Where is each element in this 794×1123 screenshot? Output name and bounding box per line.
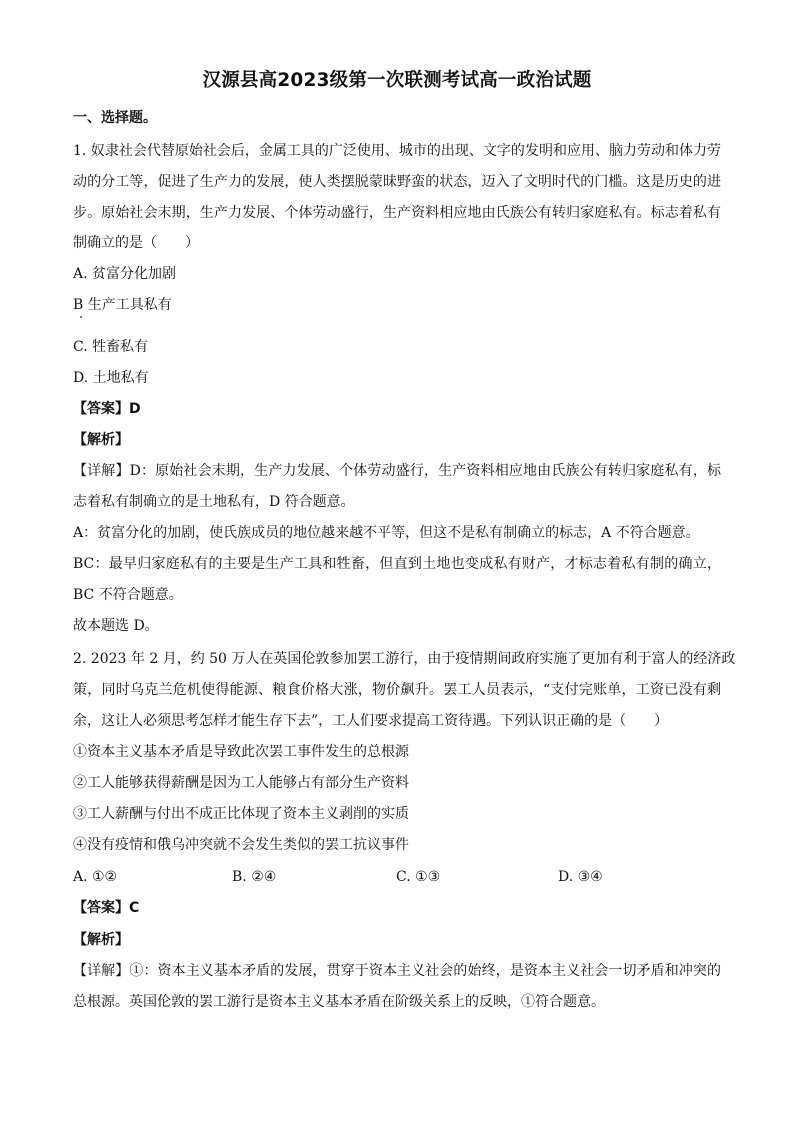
q1-stem-line: 步。原始社会末期，生产力发展、个体劳动盛行，生产资料相应地由氏族公有转归家庭私有。标志着私有	[73, 205, 721, 221]
q1-option-a: A. 贫富分化加剧	[73, 266, 177, 282]
page-title: 汉源县高2023级第一次联测考试高一政治试题	[202, 70, 592, 91]
q1-detail-line: 【详解】D：原始社会末期，生产力发展、个体劳动盛行，生产资料相应地由氏族公有转归家庭私有，标	[73, 463, 721, 479]
q1-detail-line: 志着私有制确立的是土地私有，D 符合题意。	[73, 494, 355, 510]
q1-option-d: D. 土地私有	[73, 370, 149, 386]
q2-option-b: B. ②④	[232, 869, 277, 885]
q1-detail-line: BC：最早归家庭私有的主要是生产工具和牲畜，但直到土地也变成私有财产，才标志着私有制的确立，	[73, 556, 721, 572]
q2-detail-line: 【详解】①：资本主义基本矛盾的发展，贯穿于资本主义社会的始终，是资本主义社会一切矛盾和冲突的	[73, 963, 721, 979]
q2-statement-1: ①资本主义基本矛盾是导致此次罢工事件发生的总根源	[73, 744, 409, 760]
q2-statement-4: ④没有疫情和俄乌冲突就不会发生类似的罢工抗议事件	[73, 837, 409, 853]
q1-option-c: C. 牲畜私有	[73, 339, 149, 355]
stray-dot	[80, 316, 82, 318]
q2-detail-line: 总根源。英国伦敦的罢工游行是资本主义基本矛盾在阶级关系上的反映，①符合题意。	[73, 994, 605, 1010]
q1-stem-line: 动的分工等，促进了生产力的发展，使人类摆脱蒙昧野蛮的状态，迈入了文明时代的门槛。这是历史的进	[73, 174, 721, 190]
q1-answer: 【答案】D	[73, 401, 141, 417]
q1-detail-line: BC 不符合题意。	[73, 587, 183, 603]
q1-analysis-label: 【解析】	[73, 432, 129, 448]
q2-stem-line: 策，同时乌克兰危机使得能源、粮食价格大涨，物价飙升。罢工人员表示，“支付完账单，工资已没有剩	[73, 682, 721, 698]
q1-option-b: B 生产工具私有	[73, 297, 172, 313]
section-heading: 一、选择题。	[73, 110, 157, 126]
q2-option-c: C. ①③	[396, 869, 441, 885]
q2-answer: 【答案】C	[73, 900, 140, 916]
q2-option-a: A. ①②	[73, 869, 118, 885]
q2-option-d: D. ③④	[558, 869, 603, 885]
q2-analysis-label: 【解析】	[73, 932, 129, 948]
q1-stem-line: 制确立的是（ ）	[73, 235, 199, 251]
q2-stem-line: 2. 2023 年 2 月，约 50 万人在英国伦敦参加罢工游行，由于疫情期间政府实施了更加有利于富人的经济政	[73, 651, 736, 667]
q2-statement-3: ③工人薪酬与付出不成正比体现了资本主义剥削的实质	[73, 806, 409, 822]
q1-detail-line: A：贫富分化的加剧，使氏族成员的地位越来越不平等，但这不是私有制确立的标志，A 不符合题意。	[73, 525, 700, 541]
q2-stem-line: 余，这让人必须思考怎样才能生存下去”，工人们要求提高工资待遇。下列认识正确的是（ ）	[73, 713, 669, 729]
q1-stem-line: 1. 奴隶社会代替原始社会后，金属工具的广泛使用、城市的出现、文字的发明和应用、脑力劳动和体力劳	[73, 143, 721, 159]
q1-detail-line: 故本题选 D。	[73, 618, 159, 634]
q2-statement-2: ②工人能够获得薪酬是因为工人能够占有部分生产资料	[73, 775, 409, 791]
